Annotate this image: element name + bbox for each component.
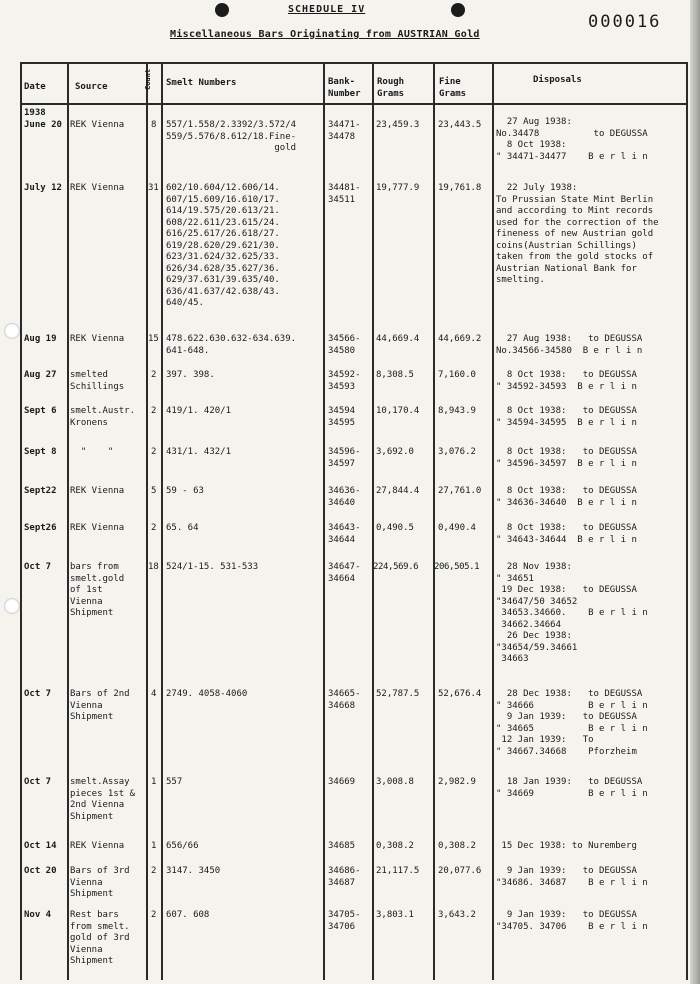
row-date: Oct 7 bbox=[24, 777, 52, 787]
row-smelt-numbers: 59 - 63 bbox=[166, 486, 204, 496]
row-disposal: 27 Aug 1938: to DEGUSSA No.34566-34580 B e r l i n bbox=[496, 334, 643, 356]
row-fine-grams: 3,076.2 bbox=[438, 447, 476, 457]
header-bank-number-1: Bank- bbox=[328, 77, 356, 87]
row-source: Bars of 2nd Vienna Shipment bbox=[70, 689, 130, 722]
row-disposal: 22 July 1938: To Prussian State Mint Berlin and according to Mint records used for the correction of the fineness of new Austrian gold coins(Austrian Schillings) taken from the gold stocks of Austrian National Bank for smelting. bbox=[496, 183, 659, 285]
row-bank-number: 34566- 34580 bbox=[328, 334, 361, 356]
schedule-title: SCHEDULE IV bbox=[288, 4, 366, 15]
row-smelt-numbers: 557 bbox=[166, 777, 183, 787]
header-smelt-numbers: Smelt Numbers bbox=[166, 78, 237, 88]
row-smelt-numbers: 524/1-15. 531-533 bbox=[166, 562, 259, 572]
row-smelt-numbers: 397. 398. bbox=[166, 370, 215, 380]
header-rough-grams-2: Grams bbox=[377, 89, 405, 99]
row-disposal: 8 Oct 1938: to DEGUSSA " 34596-34597 B e r l i n bbox=[496, 447, 637, 469]
row-count: 4 bbox=[151, 689, 157, 699]
header-fine-grams-1: Fine bbox=[439, 77, 461, 87]
row-source: REK Vienna bbox=[70, 486, 125, 496]
row-fine-grams: 20,077.6 bbox=[438, 866, 482, 876]
row-fine-grams: 0,490.4 bbox=[438, 523, 476, 533]
row-source: REK Vienna bbox=[70, 334, 125, 344]
row-fine-grams: 0,308.2 bbox=[438, 841, 476, 851]
row-bank-number: 34685 bbox=[328, 841, 356, 851]
row-fine-grams: 2,982.9 bbox=[438, 777, 476, 787]
year-label: 1938 bbox=[24, 108, 46, 118]
row-smelt-numbers: 602/10.604/12.606/14. 607/15.609/16.610/17. 614/19.575/20.613/21. 608/22.611/23.615/24. 616/25.617/26.618/27. 619/28.620/29.621/30. 623/31.624/32.625/33. 626/34.628/35.627/36. 629/37.631/39.635/40. 636/41.637/42.638/43. 640/45. bbox=[166, 183, 280, 308]
row-smelt-numbers: 2749. 4058-4060 bbox=[166, 689, 248, 699]
row-date: July 12 bbox=[24, 183, 62, 193]
row-bank-number: 34594 34595 bbox=[328, 406, 356, 428]
row-disposal: 28 Nov 1938: " 34651 19 Dec 1938: to DEGUSSA "34647/50 34652 34653.34660. B e r l i n 34662.34664 26 Dec 1938: "34654/59.34661 34663 bbox=[496, 562, 648, 664]
row-rough-grams: 19,777.9 bbox=[376, 183, 420, 193]
row-disposal: 8 Oct 1938: to DEGUSSA " 34643-34644 B e r l i n bbox=[496, 523, 637, 545]
row-source: REK Vienna bbox=[70, 183, 125, 193]
row-bank-number: 34669 bbox=[328, 777, 356, 787]
row-count: 2 bbox=[151, 447, 157, 457]
row-source: " " bbox=[70, 447, 114, 457]
row-fine-grams: 44,669.2 bbox=[438, 334, 482, 344]
row-disposal: 8 Oct 1938: to DEGUSSA " 34594-34595 B e r l i n bbox=[496, 406, 637, 428]
header-date: Date bbox=[24, 82, 46, 92]
row-rough-grams: 10,170.4 bbox=[376, 406, 420, 416]
document-number: 000016 bbox=[588, 12, 662, 32]
row-rough-grams: 3,692.0 bbox=[376, 447, 414, 457]
row-count: 2 bbox=[151, 406, 157, 416]
row-date: Sept 8 bbox=[24, 447, 57, 457]
row-date: Oct 7 bbox=[24, 689, 52, 699]
header-rough-grams-1: Rough bbox=[377, 77, 405, 87]
row-bank-number: 34471- 34478 bbox=[328, 120, 361, 142]
row-rough-grams: 21,117.5 bbox=[376, 866, 420, 876]
row-smelt-numbers: 65. 64 bbox=[166, 523, 199, 533]
row-rough-grams: 3,803.1 bbox=[376, 910, 414, 920]
punch-hole-icon bbox=[451, 3, 465, 17]
row-smelt-numbers: 656/66 bbox=[166, 841, 199, 851]
row-smelt-numbers: 607. 608 bbox=[166, 910, 210, 920]
row-count: 5 bbox=[151, 486, 157, 496]
row-disposal: 18 Jan 1939: to DEGUSSA " 34669 B e r l i n bbox=[496, 777, 648, 799]
row-rough-grams: 224,569.6 bbox=[373, 562, 419, 572]
row-disposal: 8 Oct 1938: to DEGUSSA " 34592-34593 B e r l i n bbox=[496, 370, 637, 392]
row-fine-grams: 3,643.2 bbox=[438, 910, 476, 920]
binder-hole-icon bbox=[4, 323, 20, 339]
row-smelt-numbers: 431/1. 432/1 bbox=[166, 447, 232, 457]
row-fine-grams: 7,160.0 bbox=[438, 370, 476, 380]
row-fine-grams: 206,505.1 bbox=[434, 562, 480, 572]
row-count: 2 bbox=[151, 910, 157, 920]
row-smelt-numbers: 419/1. 420/1 bbox=[166, 406, 232, 416]
row-date: Oct 20 bbox=[24, 866, 57, 876]
document-subtitle: Miscellaneous Bars Originating from AUSTRIAN Gold bbox=[170, 29, 480, 40]
binder-hole-icon bbox=[4, 598, 20, 614]
row-bank-number: 34705- 34706 bbox=[328, 910, 361, 932]
row-rough-grams: 0,490.5 bbox=[376, 523, 414, 533]
header-fine-grams-2: Grams bbox=[439, 89, 467, 99]
row-source: smelt.Austr. Kronens bbox=[70, 406, 136, 428]
row-bank-number: 34643- 34644 bbox=[328, 523, 361, 545]
header-bank-number-2: Number bbox=[328, 89, 361, 99]
row-rough-grams: 8,308.5 bbox=[376, 370, 414, 380]
row-rough-grams: 27,844.4 bbox=[376, 486, 420, 496]
row-count: 1 bbox=[151, 841, 157, 851]
row-source: REK Vienna bbox=[70, 523, 125, 533]
row-date: June 20 bbox=[24, 120, 62, 130]
row-source: REK Vienna bbox=[70, 841, 125, 851]
row-disposal: 15 Dec 1938: to Nuremberg bbox=[496, 841, 637, 851]
row-date: Aug 19 bbox=[24, 334, 57, 344]
row-source: Bars of 3rd Vienna Shipment bbox=[70, 866, 130, 899]
row-bank-number: 34481- 34511 bbox=[328, 183, 361, 205]
row-count: 1 bbox=[151, 777, 157, 787]
row-date: Nov 4 bbox=[24, 910, 52, 920]
row-fine-grams: 52,676.4 bbox=[438, 689, 482, 699]
row-date: Sept 6 bbox=[24, 406, 57, 416]
row-date: Oct 14 bbox=[24, 841, 57, 851]
row-count: 18 bbox=[148, 562, 159, 572]
row-source: smelt.Assay pieces 1st & 2nd Vienna Shipment bbox=[70, 777, 136, 822]
row-rough-grams: 52,787.5 bbox=[376, 689, 420, 699]
row-disposal: 9 Jan 1939: to DEGUSSA "34705. 34706 B e r l i n bbox=[496, 910, 648, 932]
row-date: Sept22 bbox=[24, 486, 57, 496]
row-count: 2 bbox=[151, 370, 157, 380]
row-source: bars from smelt.gold of 1st Vienna Shipment bbox=[70, 562, 125, 618]
row-bank-number: 34647- 34664 bbox=[328, 562, 361, 584]
row-fine-grams: 27,761.0 bbox=[438, 486, 482, 496]
row-fine-grams: 23,443.5 bbox=[438, 120, 482, 130]
row-count: 31 bbox=[148, 183, 159, 193]
row-disposal: 8 Oct 1938: to DEGUSSA " 34636-34640 B e r l i n bbox=[496, 486, 637, 508]
row-count: 8 bbox=[151, 120, 157, 130]
row-bank-number: 34636- 34640 bbox=[328, 486, 361, 508]
row-disposal: 9 Jan 1939: to DEGUSSA "34686. 34687 B e r l i n bbox=[496, 866, 648, 888]
page-edge bbox=[690, 0, 700, 984]
row-source: smelted Schillings bbox=[70, 370, 125, 392]
row-bank-number: 34592- 34593 bbox=[328, 370, 361, 392]
row-source: REK Vienna bbox=[70, 120, 125, 130]
header-disposals: Disposals bbox=[533, 75, 582, 85]
row-rough-grams: 23,459.3 bbox=[376, 120, 420, 130]
row-source: Rest bars from smelt. gold of 3rd Vienna Shipment bbox=[70, 910, 130, 966]
row-count: 15 bbox=[148, 334, 159, 344]
header-source: Source bbox=[75, 82, 108, 92]
row-bank-number: 34686- 34687 bbox=[328, 866, 361, 888]
row-bank-number: 34665- 34668 bbox=[328, 689, 361, 711]
row-disposal: 28 Dec 1938: to DEGUSSA " 34666 B e r l i n 9 Jan 1939: to DEGUSSA " 34665 B e r l i n 12 Jan 1939: To " 34667.34668 Pforzheim bbox=[496, 689, 648, 757]
header-count: Count bbox=[144, 68, 152, 90]
row-rough-grams: 0,308.2 bbox=[376, 841, 414, 851]
row-smelt-numbers: 3147. 3450 bbox=[166, 866, 221, 876]
row-disposal: 27 Aug 1938: No.34478 to DEGUSSA 8 Oct 1938: " 34471-34477 B e r l i n bbox=[496, 117, 648, 162]
row-date: Oct 7 bbox=[24, 562, 52, 572]
punch-hole-icon bbox=[215, 3, 229, 17]
row-date: Sept26 bbox=[24, 523, 57, 533]
row-date: Aug 27 bbox=[24, 370, 57, 380]
row-bank-number: 34596- 34597 bbox=[328, 447, 361, 469]
row-rough-grams: 44,669.4 bbox=[376, 334, 420, 344]
row-fine-grams: 19,761.8 bbox=[438, 183, 482, 193]
row-rough-grams: 3,008.8 bbox=[376, 777, 414, 787]
row-fine-grams: 8,943.9 bbox=[438, 406, 476, 416]
row-smelt-numbers: 478.622.630.632-634.639. 641-648. bbox=[166, 334, 297, 356]
row-count: 2 bbox=[151, 866, 157, 876]
row-count: 2 bbox=[151, 523, 157, 533]
row-smelt-numbers: 557/1.558/2.3392/3.572/4 559/5.576/8.612/18.Fine- gold bbox=[166, 120, 297, 153]
